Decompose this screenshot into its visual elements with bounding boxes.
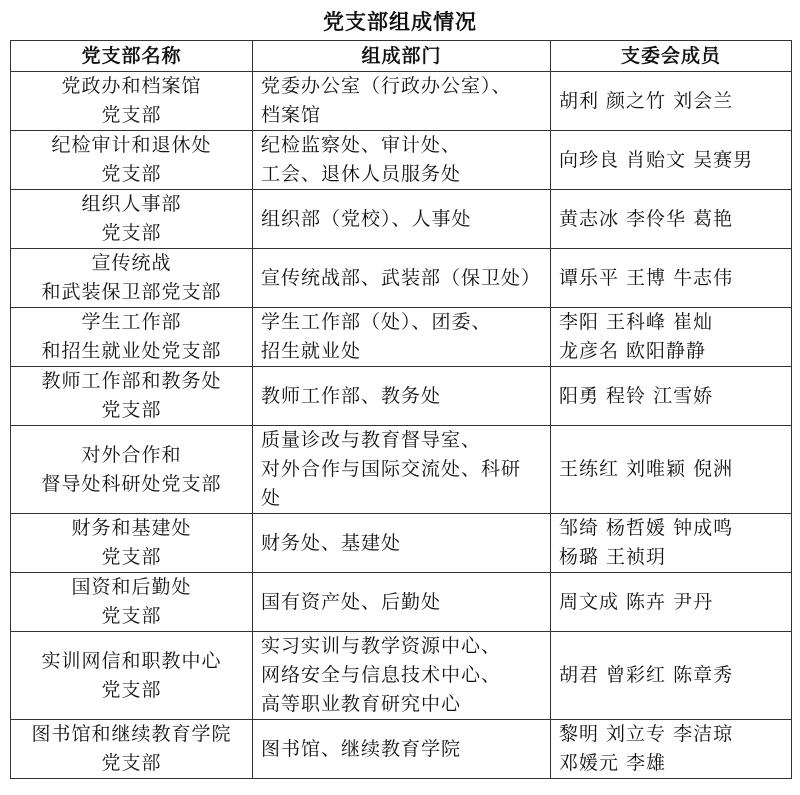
branch-name-cell: [11, 573, 253, 632]
cell-line: 党支部: [101, 752, 162, 774]
departments-cell: [253, 249, 551, 308]
cell-line: 招生就业处: [261, 340, 362, 362]
cell-line: 对外合作与国际交流处、科研: [261, 458, 522, 480]
departments-cell: [253, 514, 551, 573]
branch-table: [10, 40, 792, 779]
cell-line: 档案馆: [261, 104, 322, 126]
cell-line: 党支部: [101, 399, 162, 421]
members-cell: [551, 308, 792, 367]
branch-name-cell: [11, 720, 253, 779]
cell-line: 宣传统战部、武装部（保卫处）: [261, 266, 542, 289]
cell-line: 黄志冰 李伶华 葛艳: [559, 207, 734, 230]
cell-line: 学生工作部（处）、团委、: [261, 311, 492, 333]
members-cell: [551, 190, 792, 249]
cell-line: 高等职业教育研究中心: [261, 693, 462, 715]
members-cell: [551, 720, 792, 779]
cell-line: 向珍良 肖贻文 吴赛男: [559, 148, 754, 171]
cell-line: 黎明 刘立专 李洁琼: [559, 723, 734, 745]
departments-cell: [253, 632, 551, 720]
departments-cell: [253, 367, 551, 426]
cell-line: 宣传统战: [91, 252, 172, 274]
cell-line: 党支部: [101, 678, 162, 701]
cell-line: 周文成 陈卉 尹丹: [559, 590, 714, 613]
table-row: [11, 632, 792, 720]
cell-line: 党支部: [101, 605, 162, 627]
members-cell: [551, 367, 792, 426]
cell-line: 杨璐 王祯玥: [559, 546, 667, 568]
branch-name-cell: [11, 367, 253, 426]
table-row: [11, 131, 792, 190]
cell-line: 王练红 刘唯颖 倪洲: [559, 458, 734, 480]
cell-line: 图书馆和继续教育学院: [31, 723, 232, 745]
cell-line: 质量诊改与教育督导室、: [261, 429, 482, 451]
cell-line: 胡利 颜之竹 刘会兰: [559, 89, 734, 112]
cell-line: 实习实训与教学资源中心、: [261, 635, 502, 657]
departments-cell: [253, 308, 551, 367]
members-cell: [551, 131, 792, 190]
cell-line: 网络安全与信息技术中心、: [261, 664, 502, 686]
header-branch-name: 党支部名称: [11, 41, 253, 72]
members-cell: [551, 573, 792, 632]
branch-name-cell: [11, 72, 253, 131]
cell-line: 图书馆、继续教育学院: [261, 737, 462, 760]
cell-line: 工会、退休人员服务处: [261, 163, 462, 185]
cell-line: 胡君 曾彩红 陈章秀: [559, 664, 734, 686]
departments-cell: [253, 131, 551, 190]
cell-line: 财务处、基建处: [261, 531, 402, 554]
cell-line: 党支部: [101, 546, 162, 568]
cell-line: 纪检监察处、审计处、: [261, 134, 462, 156]
cell-line: 组织部（党校）、人事处: [261, 207, 472, 230]
branch-name-cell: [11, 249, 253, 308]
departments-cell: [253, 190, 551, 249]
members-cell: [551, 72, 792, 131]
cell-line: 党支部: [101, 104, 162, 126]
cell-line: 教师工作部、教务处: [261, 384, 442, 407]
cell-line: 处: [261, 487, 282, 509]
table-row: [11, 190, 792, 249]
branch-name-cell: [11, 514, 253, 573]
members-cell: [551, 249, 792, 308]
branch-name-cell: [11, 308, 253, 367]
departments-cell: [253, 72, 551, 131]
cell-line: 和武装保卫部党支部: [41, 281, 222, 303]
cell-line: 国资和后勤处: [71, 576, 192, 598]
header-row: [11, 41, 792, 72]
table-row: [11, 573, 792, 632]
cell-line: 财务和基建处: [71, 517, 192, 539]
members-cell: [551, 426, 792, 514]
members-cell: [551, 514, 792, 573]
cell-line: 学生工作部: [81, 311, 182, 333]
departments-cell: [253, 426, 551, 514]
cell-line: 实训网信和职教中心: [41, 649, 222, 672]
branch-name-cell: [11, 131, 253, 190]
cell-line: 纪检审计和退休处: [51, 134, 212, 156]
table-row: [11, 367, 792, 426]
branch-name-cell: [11, 190, 253, 249]
cell-line: 党委办公室（行政办公室）、: [261, 75, 512, 97]
cell-line: 党支部: [101, 163, 162, 185]
cell-line: 和招生就业处党支部: [41, 340, 222, 362]
cell-line: 邹绮 杨哲媛 钟成鸣: [559, 517, 734, 539]
departments-cell: [253, 720, 551, 779]
branch-name-cell: [11, 632, 253, 720]
cell-line: 教师工作部和教务处: [41, 370, 222, 392]
table-row: [11, 249, 792, 308]
table-row: [11, 514, 792, 573]
header-committee-members: 支委会成员: [551, 41, 792, 72]
cell-line: 李阳 王科峰 崔灿: [559, 311, 714, 333]
table-row: [11, 308, 792, 367]
branch-name-cell: [11, 426, 253, 514]
header-departments: 组成部门: [253, 41, 551, 72]
cell-line: 党支部: [101, 222, 162, 244]
cell-line: 组织人事部: [81, 193, 182, 215]
cell-line: 督导处科研处党支部: [41, 472, 222, 495]
cell-line: 阳勇 程铃 江雪娇: [559, 384, 714, 407]
page-title: 党支部组成情况: [323, 10, 477, 34]
cell-line: 邓媛元 李雄: [559, 752, 667, 774]
cell-line: 谭乐平 王博 牛志伟: [559, 266, 734, 289]
table-row: [11, 720, 792, 779]
members-cell: [551, 632, 792, 720]
table-row: [11, 72, 792, 131]
cell-line: 龙彦名 欧阳静静: [559, 340, 707, 362]
departments-cell: [253, 573, 551, 632]
cell-line: 国有资产处、后勤处: [261, 590, 442, 613]
cell-line: 党政办和档案馆: [61, 75, 202, 97]
table-body: [11, 72, 792, 779]
cell-line: 对外合作和: [81, 443, 182, 466]
table-row: [11, 426, 792, 514]
